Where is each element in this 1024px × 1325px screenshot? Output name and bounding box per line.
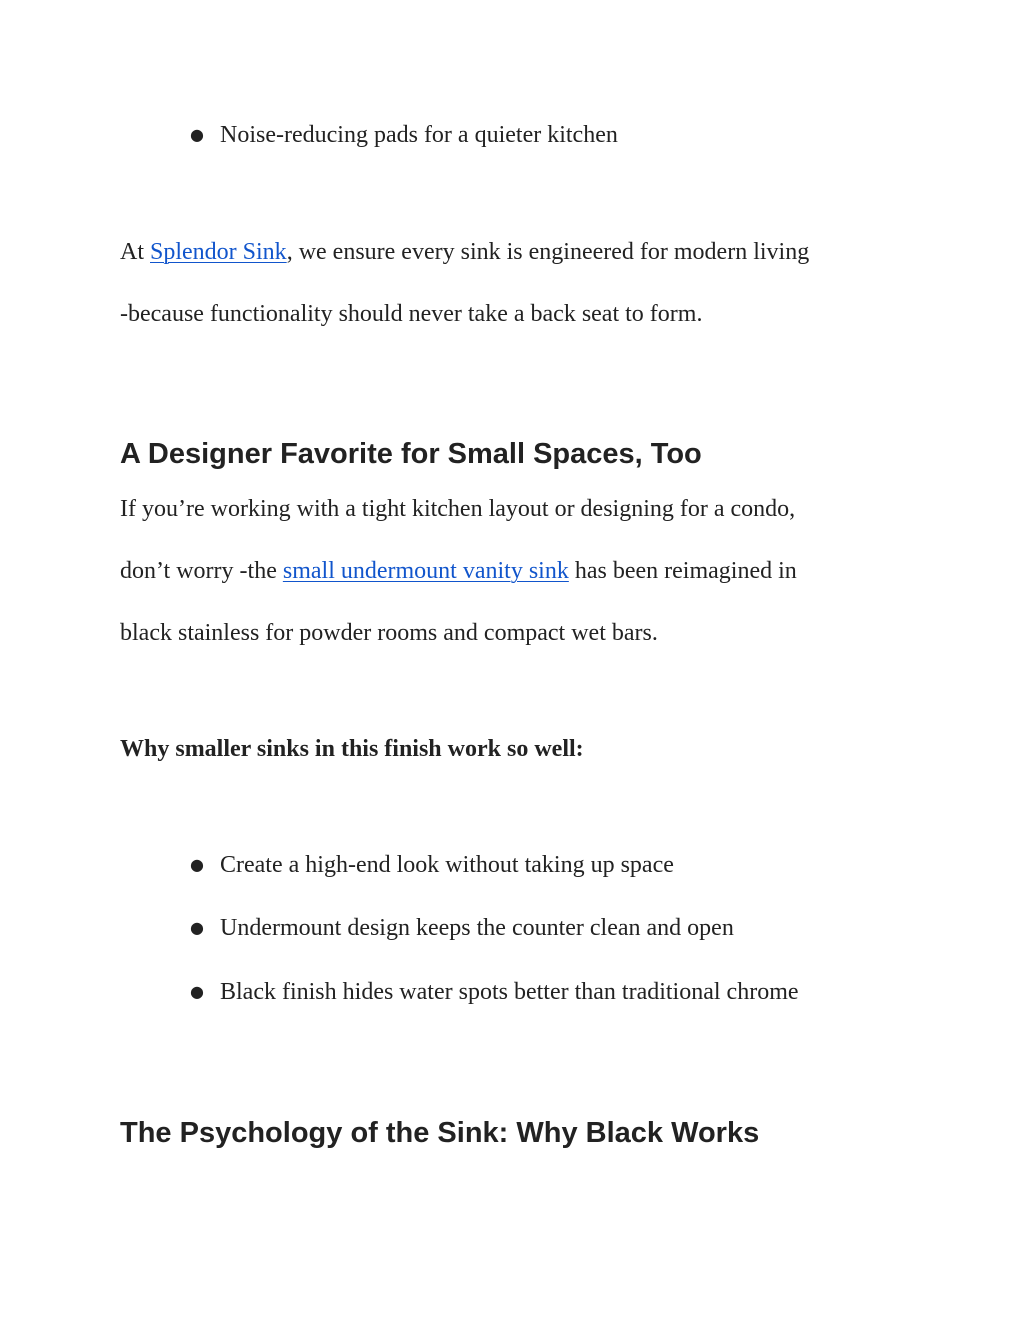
paragraph-line [120,556,797,586]
vanity-sink-link[interactable]: small undermount vanity sink [282,558,569,584]
text-prefix: At [120,239,150,265]
paragraph-line: If you’re working with a tight kitchen layout or designing for a condo, [120,496,796,522]
splendor-sink-link[interactable]: Splendor Sink [150,239,287,265]
text-prefix: don’t worry -the [120,558,283,584]
section-heading: The Psychology of the Sink: Why Black Works [120,1117,760,1149]
list-item-text: Undermount design keeps the counter clean and open [220,915,734,941]
bullet-icon: ● [190,855,204,874]
text-suffix: , we ensure every sink is engineered for modern living [286,239,810,265]
text-suffix: has been reimagined in [568,558,797,584]
list-item-text: Noise-reducing pads for a quieter kitchen [220,122,618,148]
list-item-text: Create a high-end look without taking up space [220,852,674,878]
paragraph-line: -because functionality should never take a back seat to form. [120,301,703,327]
paragraph-line: black stainless for powder rooms and compact wet bars. [120,620,658,646]
section-heading: A Designer Favorite for Small Spaces, Too [120,438,702,470]
paragraph-line [120,237,809,267]
bullet-icon: ● [190,125,204,144]
list-item-text: Black finish hides water spots better than traditional chrome [220,979,799,1005]
bullet-icon: ● [190,918,204,937]
bold-subheading: Why smaller sinks in this finish work so well: [120,736,584,762]
bullet-icon: ● [190,982,204,1001]
